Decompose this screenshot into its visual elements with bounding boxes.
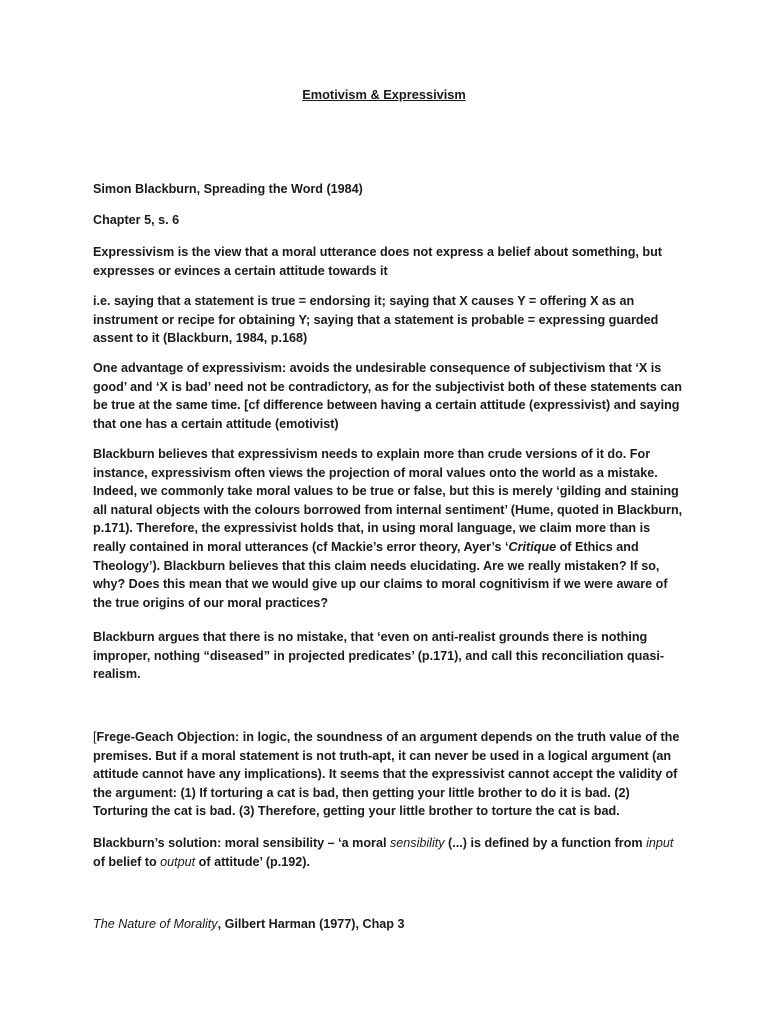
solution-text-3: of belief to	[93, 854, 161, 869]
solution-italic-output: output	[160, 854, 196, 869]
source-line: Simon Blackburn, Spreading the Word (1984)	[93, 182, 363, 196]
frege-body: Frege-Geach Objection: in logic, the soundness of an argument depends on the truth value of the premises. But if a moral statement is not truth-apt, it can never be used in a logical argument (an attitude cannot have any implications). It seems that the expressivist cannot accept the validity of the argument: (1) If torturing a cat is bad, then getting your little brother to do it is bad. (2) Torturing the cat is bad. (3) Therefore, getting your little brother to torture the cat is bad.	[93, 730, 680, 819]
paragraph-blackburn-argues: Blackburn argues that there is no mistake, that ‘even on anti-realist grounds there is nothing improper, nothing “diseased” in projected predicates’ (p.171), and call this reconciliation quasi-realism.	[93, 630, 665, 682]
solution-text-2: (...) is defined by a function from	[444, 836, 647, 850]
paragraph-definition: Expressivism is the view that a moral utterance does not express a belief about something, but expresses or evinces a certain attitude towards it	[93, 245, 662, 278]
believes-text-2: of Ethics and Theology’). Blackburn believes that this claim needs elucidating. Are we really mistaken? If so, why? Does this mean that we would give up our claims to moral cognitivism if we were aware of the true origins of our moral practices?	[93, 539, 668, 610]
document-title: Emotivism & Expressivism	[302, 87, 466, 102]
solution-italic-input: input	[646, 836, 674, 850]
harman-rest: , Gilbert Harman (1977), Chap 3	[217, 917, 405, 931]
paragraph-ie: i.e. saying that a statement is true = endorsing it; saying that X causes Y = offering X as an instrument or recipe for obtaining Y; saying that a statement is probable = expressing guarded assent to it (Blackburn, 1984, p.168)	[93, 294, 659, 346]
paragraph-harman	[93, 915, 683, 934]
paragraph-frege-geach	[93, 728, 683, 821]
solution-text-1: Blackburn’s solution: moral sensibility – ‘a moral	[93, 836, 390, 850]
chapter-line: Chapter 5, s. 6	[93, 213, 180, 227]
paragraph-blackburn-believes	[93, 445, 683, 612]
frege-bracket: [	[93, 730, 97, 744]
believes-text-1: Blackburn believes that expressivism needs to explain more than crude versions of it do. For instance, expressivism often views the projection of moral values onto the world as a mistake. Indeed, we commonly take moral values to be true or false, but this is merely ‘gilding and staining all natural objects with the colours borrowed from internal sentiment’ (Hume, quoted in Blackburn, p.171). Therefore, the expressivist holds that, in using moral language, we claim more than is really contained in moral utterances (cf Mackie’s error theory, Ayer’s ‘	[93, 447, 683, 554]
solution-text-4: of attitude’ (p.192).	[195, 854, 310, 869]
solution-italic-sensibility: sensibility	[389, 836, 445, 850]
harman-italic-title: The Nature of Morality	[93, 917, 218, 931]
paragraph-advantage: One advantage of expressivism: avoids the undesirable consequence of subjectivism that ‘X is good’ and ‘X is bad’ need not be contradictory, as for the subjectivist both of these statements can be true at the same time. [cf difference between having a certain attitude (expressivist) and saying that one has a certain attitude (emotivist)	[93, 361, 682, 431]
believes-italic-critique: Critique	[508, 539, 557, 554]
paragraph-solution	[93, 834, 683, 871]
